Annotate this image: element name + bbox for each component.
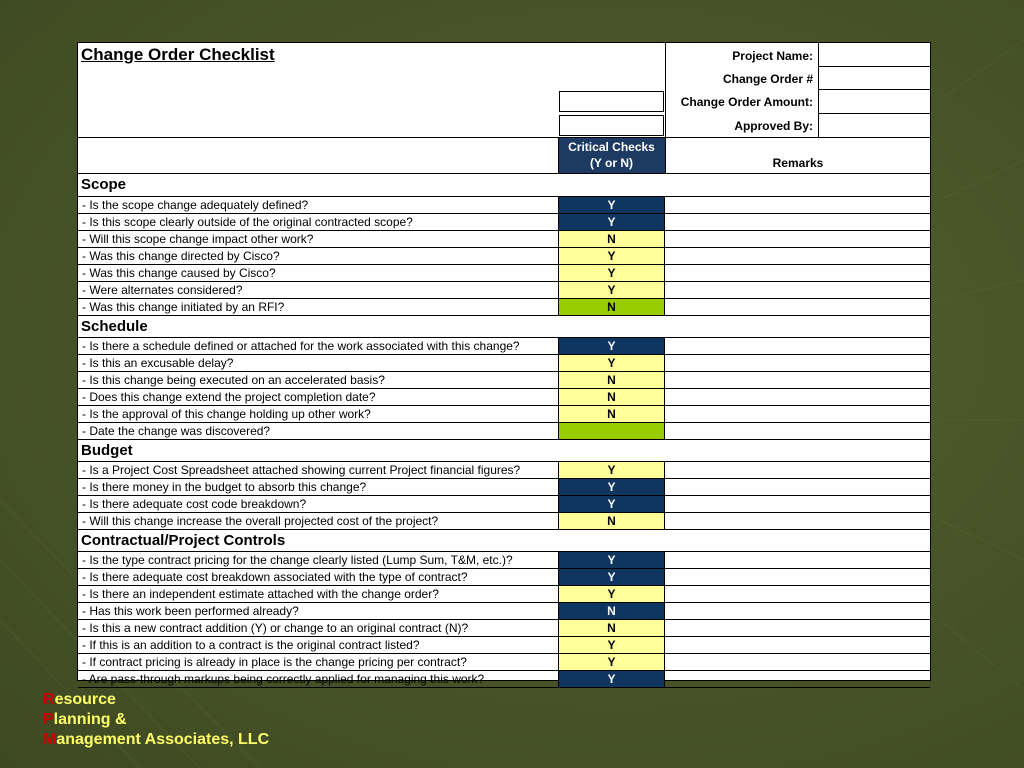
checklist-row	[78, 355, 930, 372]
critical-check-cell[interactable]: N	[558, 389, 665, 405]
remarks-header: Remarks	[772, 156, 824, 170]
remarks-cell[interactable]	[665, 620, 930, 636]
remarks-cell[interactable]	[665, 372, 930, 388]
remarks-cell[interactable]	[665, 654, 930, 670]
question-text: - Does this change extend the project completion date?	[82, 390, 376, 404]
checklist-row	[78, 462, 930, 479]
section-title: Budget	[81, 442, 133, 459]
remarks-cell[interactable]	[665, 389, 930, 405]
critical-check-cell[interactable]: Y	[558, 552, 665, 568]
checklist-row	[78, 654, 930, 671]
critical-check-cell[interactable]: Y	[558, 214, 665, 230]
footer-line-3	[43, 730, 269, 750]
remarks-cell[interactable]	[665, 282, 930, 298]
question-text: - If this is an addition to a contract is the original contract listed?	[82, 638, 420, 652]
checklist-row	[78, 620, 930, 637]
remarks-cell[interactable]	[665, 299, 930, 315]
checklist-row	[78, 569, 930, 586]
remarks-cell[interactable]	[665, 231, 930, 247]
remarks-cell[interactable]	[665, 406, 930, 422]
section-header	[78, 316, 930, 338]
footer-initial-r: R	[43, 691, 55, 708]
question-text: - Is the type contract pricing for the change clearly listed (Lump Sum, T&M, etc.)?	[82, 553, 513, 567]
critical-check-cell[interactable]: Y	[558, 248, 665, 264]
remarks-cell[interactable]	[665, 586, 930, 602]
remarks-cell[interactable]	[665, 569, 930, 585]
blank-cell[interactable]	[559, 115, 664, 136]
change-order-number-field[interactable]	[818, 66, 931, 89]
section-header	[78, 440, 930, 462]
change-order-amount-field[interactable]	[818, 90, 931, 113]
section-title: Scope	[81, 176, 127, 193]
section-title: Schedule	[81, 318, 148, 335]
footer-text-2: lanning &	[53, 711, 127, 728]
critical-check-cell[interactable]: N	[558, 406, 665, 422]
question-text: - Is a Project Cost Spreadsheet attached showing current Project financial figures?	[82, 463, 521, 477]
question-text: - Is there money in the budget to absorb this change?	[82, 480, 367, 494]
change-order-number-label: Change Order #	[722, 72, 813, 86]
checklist-row	[78, 479, 930, 496]
question-text: - Will this change increase the overall projected cost of the project?	[82, 514, 439, 528]
question-text: - If contract pricing is already in place is the change pricing per contract?	[82, 655, 467, 669]
checklist-row	[78, 586, 930, 603]
critical-check-cell[interactable]: N	[558, 513, 665, 529]
checklist-row	[78, 248, 930, 265]
critical-check-cell[interactable]	[558, 423, 665, 439]
question-text: - Is this scope clearly outside of the original contracted scope?	[82, 215, 413, 229]
question-text: - Is there an independent estimate attached with the change order?	[82, 587, 439, 601]
remarks-cell[interactable]	[665, 248, 930, 264]
critical-check-cell[interactable]: N	[558, 372, 665, 388]
critical-check-cell[interactable]: N	[558, 231, 665, 247]
checklist-row	[78, 299, 930, 316]
checklist-row	[78, 406, 930, 423]
critical-checks-label: Critical Checks	[568, 140, 655, 154]
checklist-row	[78, 552, 930, 569]
remarks-cell[interactable]	[665, 603, 930, 619]
question-text: - Is the scope change adequately defined?	[82, 198, 309, 212]
checklist-row	[78, 197, 930, 214]
footer-line-1	[43, 690, 269, 710]
remarks-cell[interactable]	[665, 552, 930, 568]
checklist-row	[78, 372, 930, 389]
checklist-row	[78, 496, 930, 513]
critical-check-cell[interactable]: N	[558, 603, 665, 619]
remarks-cell[interactable]	[665, 513, 930, 529]
footer-initial-p: P	[43, 711, 54, 728]
question-text: - Was this change initiated by an RFI?	[82, 300, 285, 314]
remarks-cell[interactable]	[665, 671, 930, 687]
question-text: - Is this a new contract addition (Y) or change to an original contract (N)?	[82, 621, 469, 635]
critical-check-cell[interactable]: Y	[558, 197, 665, 213]
critical-check-cell[interactable]: Y	[558, 265, 665, 281]
remarks-cell[interactable]	[665, 197, 930, 213]
section-title: Contractual/Project Controls	[81, 532, 286, 549]
remarks-cell[interactable]	[665, 462, 930, 478]
remarks-cell[interactable]	[665, 496, 930, 512]
critical-check-cell[interactable]: N	[558, 299, 665, 315]
question-text: - Was this change caused by Cisco?	[82, 266, 276, 280]
critical-check-cell[interactable]: N	[558, 620, 665, 636]
remarks-cell[interactable]	[665, 479, 930, 495]
footer-line-2	[43, 710, 269, 730]
checklist-row	[78, 231, 930, 248]
critical-check-cell[interactable]: Y	[558, 462, 665, 478]
remarks-cell[interactable]	[665, 423, 930, 439]
critical-check-cell[interactable]: Y	[558, 654, 665, 670]
checklist-row	[78, 637, 930, 654]
footer-text-3: anagement Associates, LLC	[56, 731, 270, 748]
col-line	[558, 138, 559, 173]
checklist-row	[78, 513, 930, 530]
question-text: - Were alternates considered?	[82, 283, 243, 297]
checklist-row	[78, 265, 930, 282]
approved-by-field[interactable]	[818, 114, 931, 137]
question-text: - Is this change being executed on an accelerated basis?	[82, 373, 385, 387]
question-text: - Are pass-through markups being correctly applied for managing this work?	[82, 672, 485, 686]
sheet-title: Change Order Checklist	[81, 45, 275, 64]
section-header	[78, 174, 930, 197]
footer-initial-m: M	[43, 731, 57, 748]
question-text: - Is there adequate cost breakdown associated with the type of contract?	[82, 570, 468, 584]
checklist-row	[78, 282, 930, 299]
critical-check-cell[interactable]: Y	[558, 338, 665, 354]
critical-check-cell[interactable]: Y	[558, 496, 665, 512]
checklist-row	[78, 214, 930, 231]
remarks-cell[interactable]	[665, 338, 930, 354]
blank-cell[interactable]	[559, 91, 664, 112]
question-text: - Has this work been performed already?	[82, 604, 299, 618]
critical-check-cell[interactable]: Y	[558, 637, 665, 653]
question-text: - Is there adequate cost code breakdown?	[82, 497, 307, 511]
remarks-cell[interactable]	[665, 265, 930, 281]
critical-check-cell[interactable]: Y	[558, 479, 665, 495]
remarks-cell[interactable]	[665, 637, 930, 653]
critical-check-cell[interactable]: Y	[558, 586, 665, 602]
question-text: - Is this an excusable delay?	[82, 356, 234, 370]
checklist-row	[78, 423, 930, 440]
change-order-checklist-sheet	[77, 42, 931, 686]
question-text: - Will this scope change impact other work?	[82, 232, 314, 246]
question-text: - Date the change was discovered?	[82, 424, 271, 438]
checklist-row	[78, 338, 930, 355]
question-text: - Is there a schedule defined or attached for the work associated with this change?	[82, 339, 520, 353]
project-name-field[interactable]	[818, 43, 931, 66]
critical-check-cell[interactable]: Y	[558, 671, 665, 687]
footer-text-1: esource	[54, 691, 116, 708]
question-text: - Was this change directed by Cisco?	[82, 249, 280, 263]
remarks-cell[interactable]	[665, 214, 930, 230]
project-name-label: Project Name:	[732, 49, 813, 63]
remarks-cell[interactable]	[665, 355, 930, 371]
col-line	[665, 138, 666, 173]
critical-check-cell[interactable]: Y	[558, 355, 665, 371]
critical-check-cell[interactable]: Y	[558, 569, 665, 585]
checklist-row	[78, 389, 930, 406]
checklist-row	[78, 603, 930, 620]
checklist-row	[78, 671, 930, 688]
change-order-amount-label: Change Order Amount:	[680, 95, 813, 109]
critical-checks-sublabel: (Y or N)	[589, 156, 634, 170]
critical-check-cell[interactable]: Y	[558, 282, 665, 298]
approved-by-label: Approved By:	[734, 119, 813, 133]
critical-checks-header	[558, 138, 665, 173]
company-footer	[43, 690, 269, 750]
section-header	[78, 530, 930, 552]
question-text: - Is the approval of this change holding up other work?	[82, 407, 371, 421]
